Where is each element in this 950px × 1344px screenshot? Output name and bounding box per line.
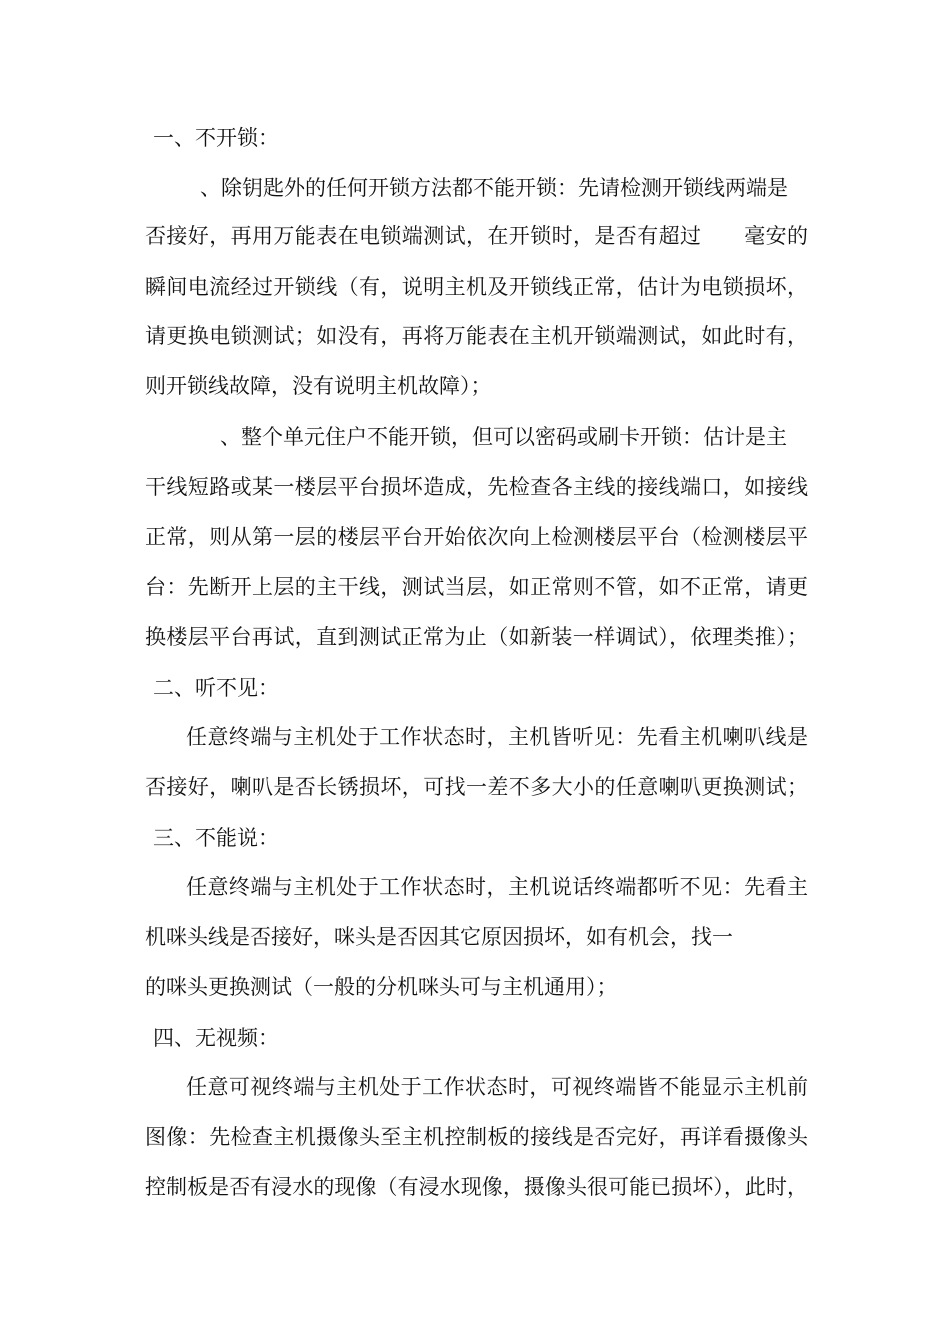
paragraph-line: 否接好，再用万能表在电锁端测试，在开锁时，是否有超过 毫安的 — [145, 224, 808, 248]
paragraph-line: 任意可视终端与主机处于工作状态时，可视终端皆不能显示主机前 — [186, 1075, 808, 1099]
paragraph-line: 的咪头更换测试（一般的分机咪头可与主机通用）； — [145, 975, 618, 999]
paragraph-line: 机咪头线是否接好，咪头是否因其它原因损坏，如有机会，找一 — [145, 925, 733, 949]
section-heading-cannot-speak: 三、不能说： — [153, 826, 279, 850]
paragraph-line: 、整个单元住户不能开锁，但可以密码或刷卡开锁：估计是主 — [220, 425, 787, 449]
paragraph-line: 台：先断开上层的主干线，测试当层，如正常则不管，如不正常，请更 — [145, 575, 808, 599]
paragraph-line: 图像：先检查主机摄像头至主机控制板的接线是否完好，再详看摄像头 — [145, 1125, 808, 1149]
paragraph-line: 瞬间电流经过开锁线（有，说明主机及开锁线正常，估计为电锁损坏， — [145, 275, 808, 299]
section-heading-no-video: 四、无视频： — [153, 1026, 279, 1050]
paragraph-line: 任意终端与主机处于工作状态时，主机说话终端都听不见：先看主 — [186, 875, 808, 899]
section-heading-cannot-hear: 二、听不见： — [153, 676, 279, 700]
paragraph-line: 请更换电锁测试；如没有，再将万能表在主机开锁端测试，如此时有， — [145, 324, 808, 348]
paragraph-line: 任意终端与主机处于工作状态时，主机皆听见：先看主机喇叭线是 — [186, 725, 808, 749]
paragraph-line: 控制板是否有浸水的现像（有浸水现像，摄像头很可能已损坏），此时， — [145, 1175, 808, 1199]
paragraph-line: 正常，则从第一层的楼层平台开始依次向上检测楼层平台（检测楼层平 — [145, 525, 808, 549]
paragraph-line: 、除钥匙外的任何开锁方法都不能开锁：先请检测开锁线两端是 — [200, 176, 788, 200]
paragraph-line: 则开锁线故障，没有说明主机故障）； — [145, 374, 492, 398]
paragraph-line: 干线短路或某一楼层平台损坏造成，先检查各主线的接线端口，如接线 — [145, 475, 808, 499]
section-heading-no-unlock: 一、不开锁： — [153, 126, 279, 150]
paragraph-line: 否接好，喇叭是否长锈损坏，可找一差不多大小的任意喇叭更换测试； — [145, 775, 808, 799]
paragraph-line: 换楼层平台再试，直到测试正常为止（如新装一样调试），依理类推）； — [145, 625, 808, 649]
